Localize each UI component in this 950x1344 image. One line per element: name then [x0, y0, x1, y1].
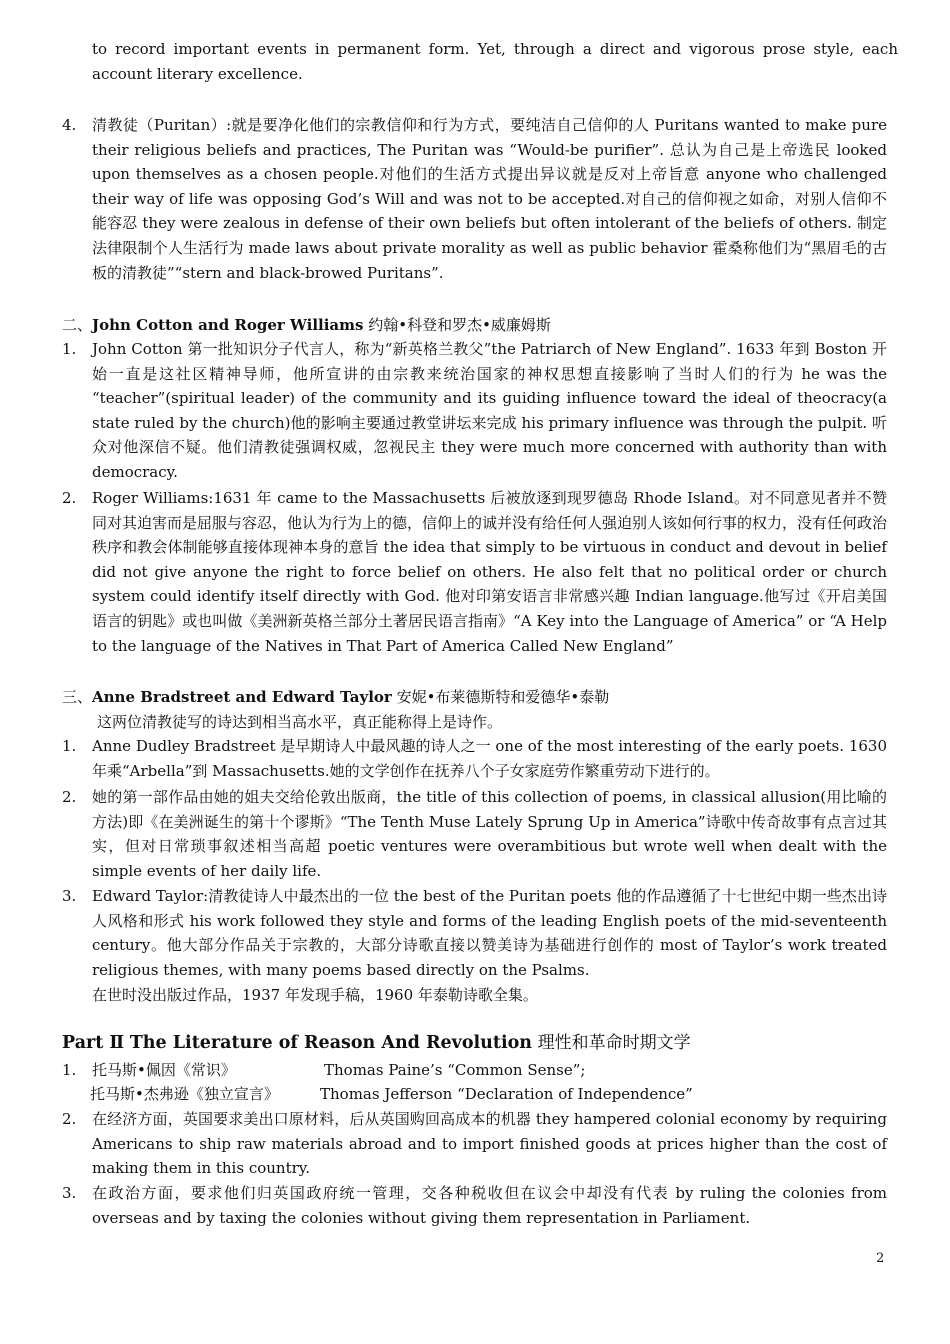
- economy-paragraph: 在经济方面，英国要求美出口原材料，后从英国购回高成本的机器 they hampered colonial economy by requiring Americans to ship raw materials abroad and to import finished goods at prices higher than the cost of making them in this country.: [92, 1110, 887, 1178]
- politics-paragraph: 在政治方面，要求他们归英国政府统一管理，交各种税收但在议会中却没有代表 by ruling the colonies from overseas and by taxing the colonies without giving them representation in Parliament.: [92, 1184, 887, 1227]
- section-prefix: 三、: [62, 688, 93, 706]
- roger-williams-paragraph: Roger Williams:1631 年 came to the Massachusetts 后被放逐到现罗德岛 Rhode Island。对不同意见者并不赞同对其迫害而是屈服与容忍，他认为行为上的德，信仰上的诚并没有给任何人强迫别人该如何行事的权力，没有任何政治秩序和教会体制能够直接体现神本身的意旨 the idea that simply to be virtuous in conduct and devout in belief did not give anyone the right to force belief on others. He also felt that no political order or church system could identify itself directly with God. 他对印第安语言非常感兴趣 Indian language.他写过《开启美国语言的钥匙》或也叫做《美洲新英格兰部分土著居民语言指南》“A Key into the Language of America” or “A Help to the language of the Natives in That Part of America Called New England”: [92, 489, 888, 655]
- list-number: 3.: [62, 1184, 77, 1202]
- tenth-muse-paragraph: 她的第一部作品由她的姐夫交给伦敦出版商，the title of this collection of poems, in classical allusion(用比喻的方法)即《在美洲诞生的第十个谬斯》“The Tenth Muse Lately Sprung Up in America”诗歌中传奇故事有点言过其实，但对日常琐事叙述相当高超 poetic ventures were overambitious but wrote well when dealt with the simple events of her daily life.: [92, 788, 887, 880]
- list-number: 1.: [62, 340, 77, 358]
- list-number: 2.: [62, 788, 77, 806]
- part-title: The Literature of Reason And Revolution: [129, 1033, 533, 1053]
- paine-cn: 托马斯•佩因《常识》: [92, 1061, 236, 1079]
- jefferson-cn: 托马斯•杰弗逊《独立宣言》: [90, 1085, 279, 1103]
- list-number: 2.: [62, 1110, 77, 1128]
- section-title: John Cotton and Roger Williams: [92, 316, 364, 334]
- section-note: 这两位清教徒写的诗达到相当高水平，真正能称得上是诗作。: [97, 713, 503, 731]
- jefferson-en: Thomas Jefferson “Declaration of Independence”: [320, 1085, 693, 1103]
- section-title: Anne Bradstreet and Edward Taylor: [92, 688, 392, 706]
- list-number: 2.: [62, 489, 77, 507]
- list-number: 1.: [62, 737, 77, 755]
- intro-paragraph: to record important events in permanent form. Yet, through a direct and vigorous prose style, each account literary excellence.: [92, 40, 898, 83]
- paine-en: Thomas Paine’s “Common Sense”;: [324, 1061, 586, 1079]
- section-title-cn: 安妮•布莱德斯特和爱德华•泰勒: [391, 688, 610, 706]
- section-title-cn: 约翰•科登和罗杰•威廉姆斯: [363, 316, 551, 334]
- part-title-cn: 理性和革命时期文学: [537, 1033, 691, 1053]
- list-number: 1.: [62, 1061, 77, 1079]
- edward-taylor-paragraph: Edward Taylor:清教徒诗人中最杰出的一位 the best of the Puritan poets 他的作品遵循了十七世纪中期一些杰出诗人风格和形式 his work followed they style and forms of the leading English poets of the mid-seventeenth century。他大部分作品关于宗教的，大部分诗歌直接以赞美诗为基础进行创作的 most of Taylor’s work treated religious themes, with many poems based directly on the Psalms.: [92, 887, 887, 979]
- page-number: 2: [876, 1251, 885, 1266]
- puritan-paragraph: 清教徒（Puritan）:就是要净化他们的宗教信仰和行为方式，要纯洁自己信仰的人 Puritans wanted to make pure their religious beliefs and practices, The Puritan was “Would-be purifier”. 总认为自己是上帝选民 looked upon themselves as a chosen people.对他们的生活方式提出异议就是反对上帝旨意 anyone who challenged their way of life was opposing God’s Will and was not to be accepted.对自己的信仰视之如命，对别人信仰不能容忍 they were zealous in defense of their own beliefs but often intolerant of the beliefs of others. 制定法律限制个人生活行为 made laws about private morality as well as public behavior 霍桑称他们为“黑眉毛的古板的清教徒”“stern and black-browed Puritans”.: [92, 116, 887, 282]
- edward-taylor-note: 在世时没出版过作品，1937 年发现手稿，1960 年泰勒诗歌全集。: [92, 986, 538, 1004]
- section-heading-bradstreet-taylor: [62, 686, 609, 708]
- section-prefix: 二、: [62, 316, 93, 334]
- part-heading: [62, 1030, 691, 1056]
- part-label: Part Ⅱ: [62, 1033, 125, 1053]
- list-number: 4.: [62, 116, 77, 134]
- section-heading-cotton-williams: [62, 314, 551, 336]
- list-number: 3.: [62, 887, 77, 905]
- bradstreet-paragraph: Anne Dudley Bradstreet 是早期诗人中最风趣的诗人之一 one of the most interesting of the early poets. 1630 年乘“Arbella”到 Massachusetts.她的文学创作在抚养八个子女家庭劳作繁重劳动下进行的。: [92, 737, 887, 780]
- john-cotton-paragraph: John Cotton 第一批知识分子代言人，称为“新英格兰教父”the Patriarch of New England”. 1633 年到 Boston 开始一直是这社区精神导师，他所宣讲的由宗教来统治国家的神权思想直接影响了当时人们的行为 he was the “teacher”(spiritual leader) of the community and its guiding influence toward the ideal of theocracy(a state ruled by the church)他的影响主要通过教堂讲坛来完成 his primary influence was through the pulpit. 听众对他深信不疑。他们清教徒强调权威，忽视民主 they were much more concerned with authority than with democracy.: [92, 340, 887, 481]
